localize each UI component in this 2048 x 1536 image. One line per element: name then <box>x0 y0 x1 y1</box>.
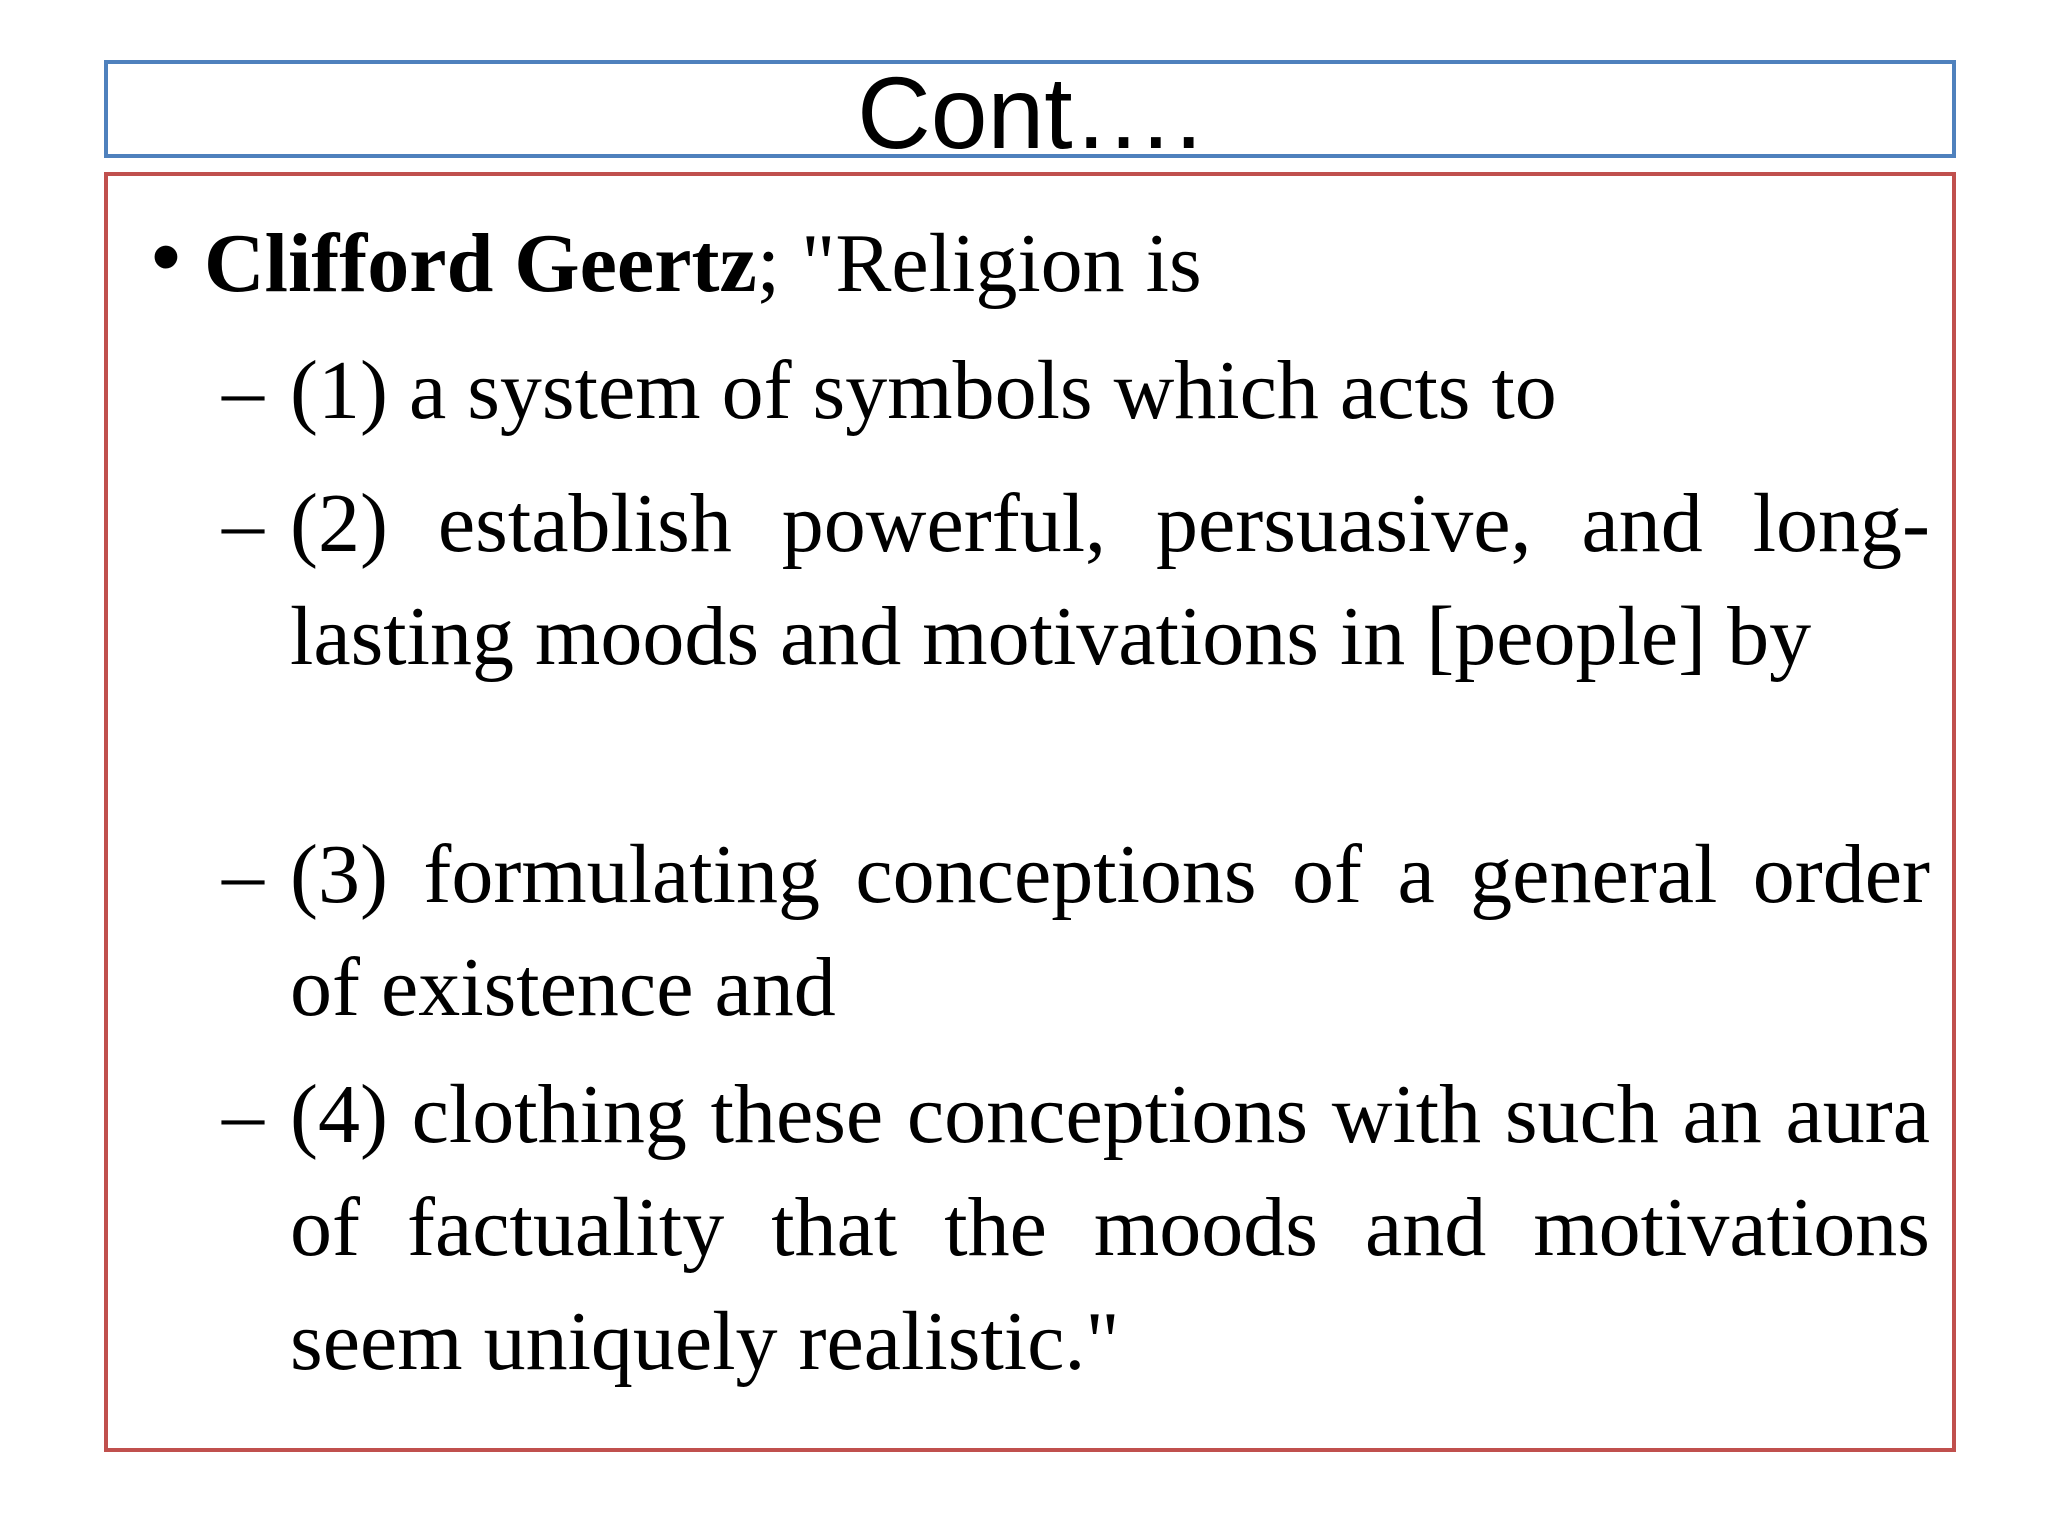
content-box <box>104 172 1956 1452</box>
main-bullet <box>128 206 1918 320</box>
dash-marker: – <box>222 344 264 437</box>
sub-item-text: (4) clothing these conceptions with such an aura of factuality that the moods and motivations seem uniquely realistic." <box>290 1068 1930 1388</box>
sub-item-1 <box>222 334 1930 447</box>
dash-marker: – <box>222 828 264 921</box>
dash-marker: – <box>222 477 264 570</box>
bullet-text: ; "Religion is <box>756 217 1202 310</box>
sub-item-4 <box>222 1058 1930 1398</box>
sub-item-3 <box>222 818 1930 1045</box>
title-box <box>104 56 1956 170</box>
slide-title: Cont…. <box>857 56 1203 170</box>
bullet-marker: • <box>151 209 181 303</box>
author-name: Clifford Geertz <box>204 217 757 310</box>
sub-item-text: (2) establish powerful, persuasive, and long-lasting moods and motivations in [people] by <box>290 477 1930 684</box>
dash-marker: – <box>222 1068 264 1161</box>
sub-item-text: (3) formulating conceptions of a general order of existence and <box>290 828 1930 1035</box>
sub-item-text: (1) a system of symbols which acts to <box>290 344 1557 437</box>
sub-item-2 <box>222 467 1930 694</box>
